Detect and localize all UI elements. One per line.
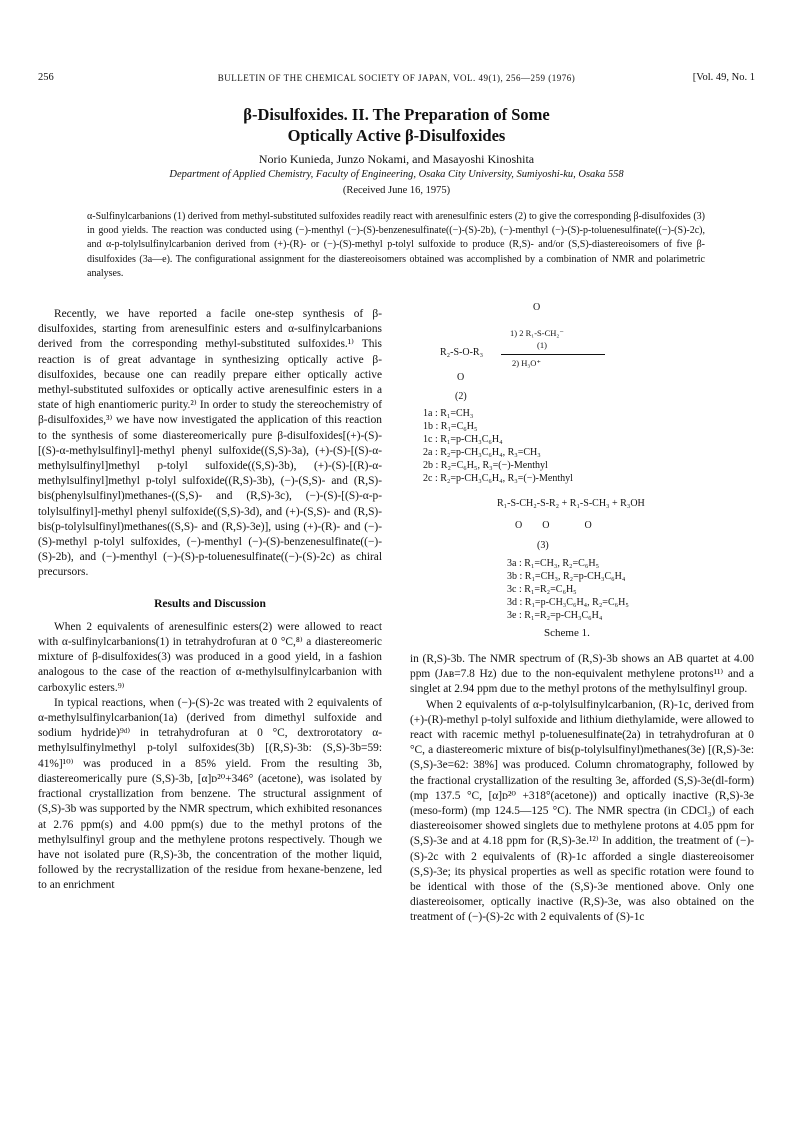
paragraph-results-2: In typical reactions, when (−)-(S)-2c was treated with 2 equivalents of α-methylsulfinylcarbanion(1a) (derived from dimethyl sulfoxide and sodium hydride)⁹ᵈ⁾ in tetrahydrofuran at 0 °C, dextrorotatory α-methylsulfinylmethyl p-tolyl sulfoxides(3b) [(R,S)-3b: (S,S)-3b=59: 41%]¹⁰⁾ was produced in a 85% yield. From the resulting 3b, diastereomerically pure (S,S)-3b, [α]ᴅ²⁰+346° (acetone), was isolated by fractional crystallization from benzene. The structural assignment of (S,S)-3b was supported by the NMR spectrum, which exhibited resonances at 2.76 ppm(s) and 4.00 ppm(s) due to the methyl protons of the methylsulfinyl group and the methylene protons respectively. Though we have not isolated pure (R,S)-3b, the concentration of the mother liquid, followed by the recrystallization of the residue from hexane-benzene, led to an enrichment (38, 696, 382, 892)
affiliation: Department of Applied Chemistry, Faculty of Engineering, Osaka City University, Sumiyoshi-ku, Osaka 558 (169, 169, 624, 180)
scheme-caption: Scheme 1. (544, 627, 590, 639)
reaction-scheme (415, 302, 760, 642)
scheme-entry-3e: 3e : R₁=R₂=p-CH₃C₆H₄ (507, 610, 603, 621)
reaction-arrow (501, 354, 605, 355)
scheme-entry-2b: 2b : R₂=C₆H₅, R₃=(−)-Menthyl (423, 460, 548, 471)
scheme-condition-1-label: (1) (537, 340, 547, 350)
scheme-product-label: (3) (537, 540, 549, 551)
scheme-entry-1c: 1c : R₁=p-CH₃C₆H₄ (423, 434, 503, 445)
scheme-condition-2: 2) H₃O⁺ (512, 358, 541, 368)
scheme-oxygen-top: O (533, 302, 541, 313)
running-header (38, 72, 755, 86)
paragraph-right-2: When 2 equivalents of α-p-tolylsulfinylcarbanion, (R)-1c, derived from (+)-(R)-methyl p-tolyl sulfoxide and lithium diethylamide, were allowed to react with racemic methyl p-toluenesulfinate(2a) in tetrahydrofuran at 0 °C, a diastereomeric mixture of bis(p-tolylsulfinyl)methanes(3e) [(R,S)-3e: (S,S)-3e=62: 38%] was produced. Column chromatography, followed by the fractional crystallization of the resulting 3e, afforded (S,S)-3e(dl-form) (mp 137.5 °C, [α]ᴅ²⁰ +318°(acetone)) and optically inactive (R,S)-3e (meso-form) (mp 124.5—125 °C). The NMR spectra (in CDCl₃) of each diastereoisomer showed singlets due to methylene protons at 4.05 ppm for (S,S)-3e and at 4.18 ppm for (R,S)-3e.¹²⁾ In addition, the treatment of (−)-(S)-2c with 2 equivalents of (R)-1c afforded a single diastereoisomer (S,S)-3e; its physical properties as well as specific rotation were found to be identical with those of the (S,S)-3e mentioned above. Only one diastereoisomer, optically inactive (R,S)-3e, was also obtained on the treatment of (−)-(S)-2c with 2 equivalents of (S)-1c (410, 698, 754, 924)
authors: Norio Kunieda, Junzo Nokami, and Masayoshi Kinoshita (258, 152, 535, 166)
volume-issue: [Vol. 49, No. 1 (692, 72, 755, 83)
page-number: 256 (38, 72, 54, 83)
scheme-condition-1: 1) 2 R₁-S-CH₂⁻ (510, 328, 564, 338)
paragraph-results-1: When 2 equivalents of arenesulfinic esters(2) were allowed to react with α-sulfinylcarbanions(1) in tetrahydrofuran at 0 °C,⁸⁾ a diastereomeric mixture of β-disulfoxides(3) was produced in a good yield, in a fashion analogous to the case of the reaction of α-methylsulfinylcarbanion with carboxylic esters.⁹⁾ (38, 620, 382, 694)
title-line-1: β-Disulfoxides. II. The Preparation of Some (243, 105, 550, 124)
scheme-reactant-label: (2) (455, 391, 467, 402)
scheme-entry-1a: 1a : R₁=CH₃ (423, 408, 474, 419)
scheme-entry-1b: 1b : R₁=C₆H₅ (423, 421, 478, 432)
section-heading: Results and Discussion (154, 597, 266, 610)
abstract: α-Sulfinylcarbanions (1) derived from methyl-substituted sulfoxides readily react with arenesulfinic esters (2) to give the corresponding β-disulfoxides (3) in good yields. The reaction was conducted using (−)-menthyl (−)-(S)-benzenesulfinate((−)-(S)-2b), (−)-menthyl (−)-(S)-p-toluenesulfinate((−)-(S)-2c), and α-p-tolylsulfinylcarbanion derived from (+)-(R)- or (−)-(S)-methyl p-tolyl sulfoxide to produce (R,S)- and/or (S,S)-diastereoisomers of five β-disulfoxides (3a—e). The configurational assignment for the diastereoisomers obtained was accomplished by a combination of NMR and polarimetric analyses. (87, 211, 705, 279)
scheme-product: R₁-S-CH₂-S-R₂ + R₁-S-CH₃ + R₃OH (497, 498, 645, 509)
scheme-entry-3b: 3b : R₁=CH₃, R₂=p-CH₃C₆H₄ (507, 571, 626, 582)
journal-reference: BULLETIN OF THE CHEMICAL SOCIETY OF JAPAN, VOL. 49(1), 256—259 (1976) (217, 73, 576, 83)
scheme-reactant: R₂-S-O-R₃ (440, 347, 484, 358)
scheme-entry-2c: 2c : R₂=p-CH₃C₆H₄, R₃=(−)-Menthyl (423, 473, 573, 484)
scheme-entry-3d: 3d : R₁=p-CH₃C₆H₄, R₂=C₆H₅ (507, 597, 629, 608)
received-date: (Received June 16, 1975) (342, 185, 451, 196)
scheme-entry-2a: 2a : R₂=p-CH₃C₆H₄, R₃=CH₃ (423, 447, 541, 458)
scheme-product-oxygens: O O O (515, 520, 592, 531)
paragraph-right-1: in (R,S)-3b. The NMR spectrum of (R,S)-3b shows an AB quartet at 4.00 ppm (Jᴀʙ=7.8 Hz) due to the non-equivalent methylene protons¹¹⁾ and a singlet at 2.94 ppm due to the methyl protons of the methylsulfinyl group. (410, 653, 754, 696)
paragraph-intro: Recently, we have reported a facile one-step synthesis of β-disulfoxides, starting from arenesulfinic esters and α-sulfinylcarbanions derived from the corresponding methyl-substituted sulfoxides.¹⁾ This reaction is of great advantage in synthesizing optically active β-disulfoxides, because one can readily prepare either optically active methyl-substituted sulfoxides or optically active arenesulfinic esters in a state of high enantiomeric purity.²⁾ In order to study the stereochemistry of β-disulfoxides,³⁾ we have now investigated the application of this reaction to the synthesis of some diastereomerically pure β-disulfoxides[(+)-(S)-[(S)-α-methylsulfinyl]-methyl phenyl sulfoxide((S,S)-3a), (+)-(S)-[(S)-α-methylsulfinyl]methyl p-tolyl sulfoxide((S,S)-3b), (+)-(S)-[(R)-α-methylsulfinyl]methyl p-tolyl sulfoxide((R,S)-3b), (−)-(S,S)- and (R,S)-bis(phenylsulfinyl)methanes-((S,S)- and (R,S)-3c), (−)-(S)-[(S)-α-p-tolylsulfinyl]-methyl phenyl sulfoxide((S,S)-3d), and (+)-(S,S)- and (R,S)-bis(p-tolylsulfinyl)methanes((S,S)- and (R,S)-3e)], using (+)-(R)- and (−)-(S)-methyl p-tolyl sulfoxides, (−)-menthyl (−)-(S)-benzenesulfinate((−)-(S)-2b), and (−)-menthyl (−)-(S)-p-toluenesulfinate((−)-(S)-2c) as chiral precursors. (38, 308, 382, 579)
right-column (410, 652, 754, 926)
left-column (38, 307, 382, 894)
title-line-2: Optically Active β-Disulfoxides (287, 126, 506, 145)
scheme-reactant-oxygen: O (457, 372, 465, 383)
paper-title (0, 104, 793, 146)
scheme-entry-3c: 3c : R₁=R₂=C₆H₅ (507, 584, 577, 595)
scheme-entry-3a: 3a : R₁=CH₃, R₂=C₆H₅ (507, 558, 600, 569)
